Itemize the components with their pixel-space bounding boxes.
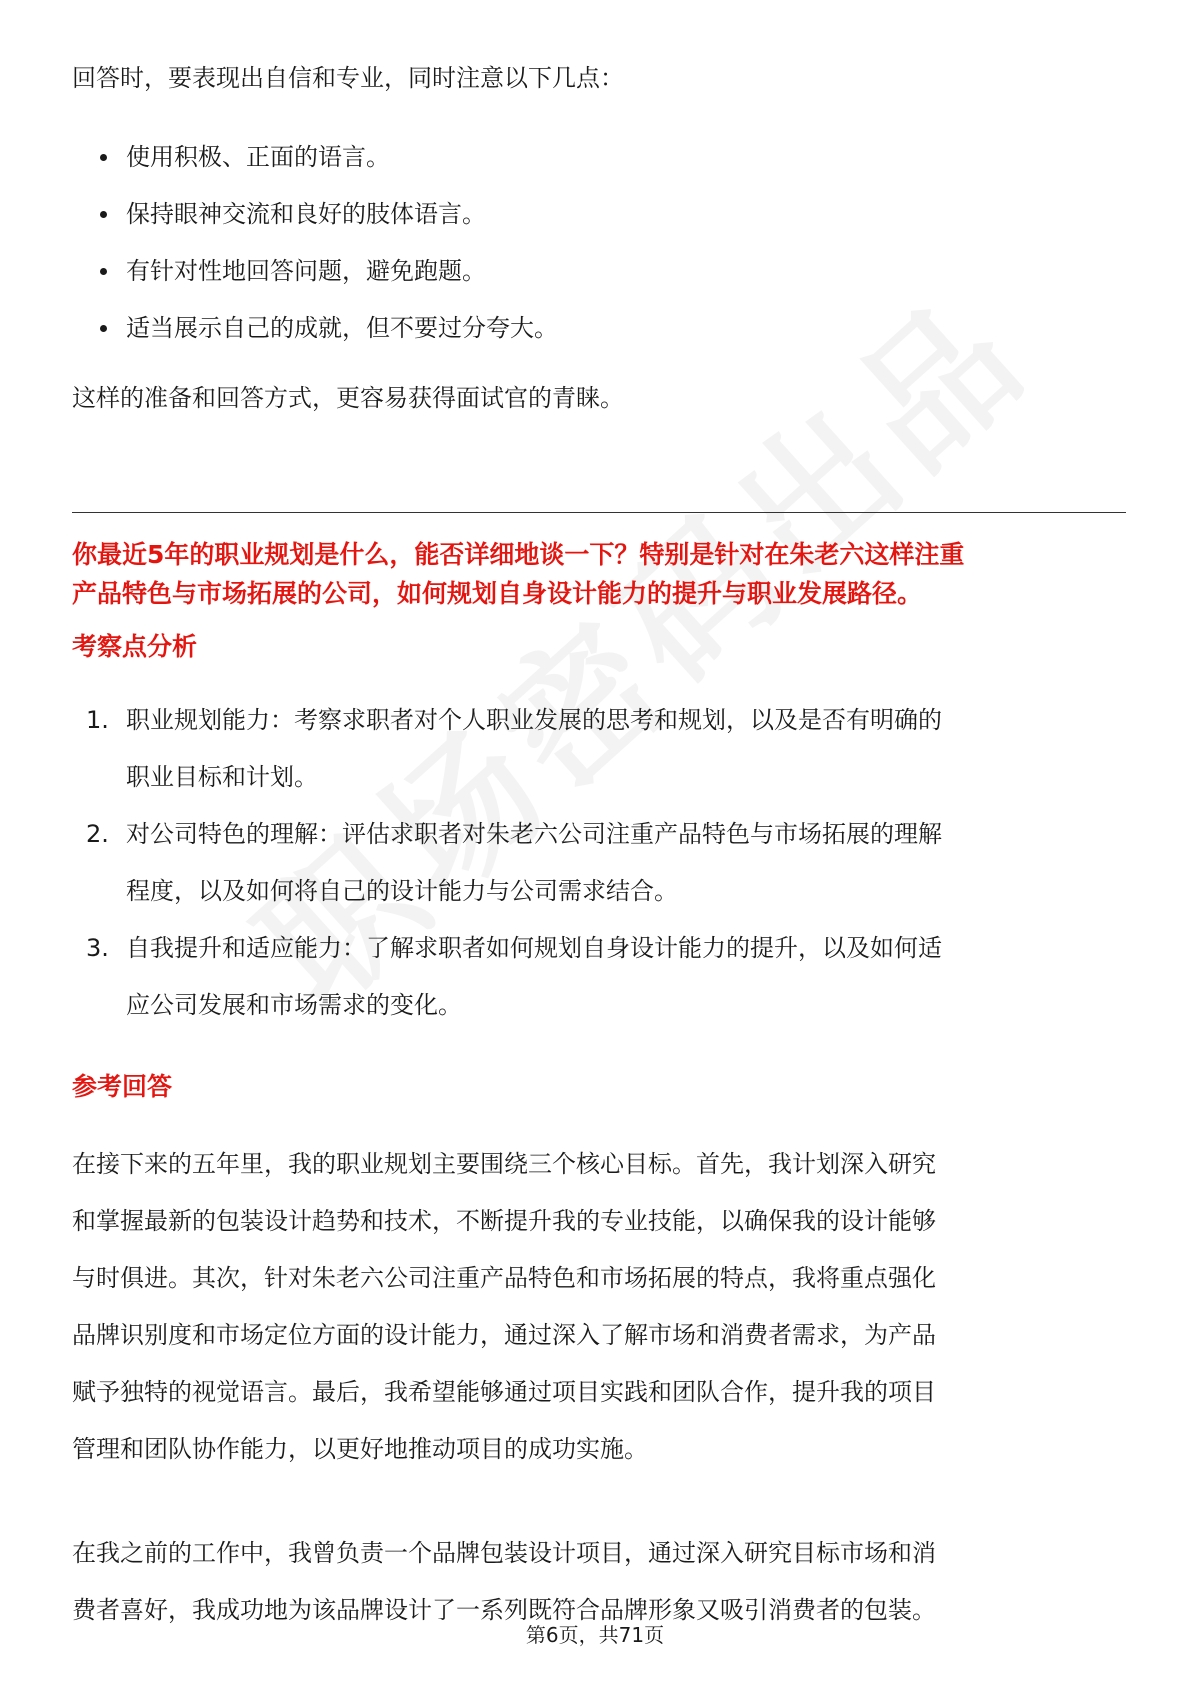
list-item [72, 806, 1132, 920]
page-number: 第6页，共71页 [525, 1623, 665, 1647]
closing-text: 这样的准备和回答方式，更容易获得面试官的青睐。 [72, 384, 624, 412]
reference-paragraph-1 [72, 1136, 1132, 1478]
list-item-line: 自我提升和适应能力：了解求职者如何规划自身设计能力的提升，以及如何适 [126, 934, 942, 962]
paragraph-line: 与时俱进。其次，针对朱老六公司注重产品特色和市场拓展的特点，我将重点强化 [72, 1264, 936, 1292]
list-item [72, 692, 1132, 806]
paragraph-line: 品牌识别度和市场定位方面的设计能力，通过深入了解市场和消费者需求，为产品 [72, 1321, 936, 1349]
paragraph-line: 管理和团队协作能力，以更好地推动项目的成功实施。 [72, 1435, 648, 1463]
paragraph-line: 赋予独特的视觉语言。最后，我希望能够通过项目实践和团队合作，提升我的项目 [72, 1378, 936, 1406]
analysis-list [72, 692, 1132, 1034]
list-item: 保持眼神交流和良好的肢体语言。 [96, 200, 1116, 257]
list-number: 2. [86, 820, 109, 848]
list-item: 使用积极、正面的语言。 [96, 143, 1116, 200]
paragraph-line: 费者喜好，我成功地为该品牌设计了一系列既符合品牌形象又吸引消费者的包装。 [72, 1596, 936, 1624]
list-item-line: 职业目标和计划。 [126, 763, 318, 791]
list-item-line: 对公司特色的理解：评估求职者对朱老六公司注重产品特色与市场拓展的理解 [126, 820, 942, 848]
list-item: 适当展示自己的成就，但不要过分夸大。 [96, 314, 1116, 371]
section-divider [72, 512, 1126, 513]
paragraph-line: 在接下来的五年里，我的职业规划主要围绕三个核心目标。首先，我计划深入研究 [72, 1150, 936, 1178]
list-number: 3. [86, 934, 109, 962]
intro-text: 回答时，要表现出自信和专业，同时注意以下几点： [72, 64, 624, 92]
question-line: 你最近5年的职业规划是什么，能否详细地谈一下？特别是针对在朱老六这样注重 [72, 540, 965, 569]
list-item: 有针对性地回答问题，避免跑题。 [96, 257, 1116, 314]
list-number: 1. [86, 706, 109, 734]
paragraph-line: 和掌握最新的包装设计趋势和技术，不断提升我的专业技能，以确保我的设计能够 [72, 1207, 936, 1235]
list-item-line: 职业规划能力：考察求职者对个人职业发展的思考和规划，以及是否有明确的 [126, 706, 942, 734]
reference-heading: 参考回答 [72, 1072, 173, 1101]
reference-paragraph-2 [72, 1525, 1132, 1639]
tips-list [96, 143, 1116, 371]
list-item-line: 程度，以及如何将自己的设计能力与公司需求结合。 [126, 877, 678, 905]
paragraph-line: 在我之前的工作中，我曾负责一个品牌包装设计项目，通过深入研究目标市场和消 [72, 1539, 936, 1567]
question-heading [72, 535, 1132, 613]
list-item-line: 应公司发展和市场需求的变化。 [126, 991, 462, 1019]
analysis-heading: 考察点分析 [72, 632, 198, 661]
question-line: 产品特色与市场拓展的公司，如何规划自身设计能力的提升与职业发展路径。 [72, 579, 923, 608]
list-item [72, 920, 1132, 1034]
